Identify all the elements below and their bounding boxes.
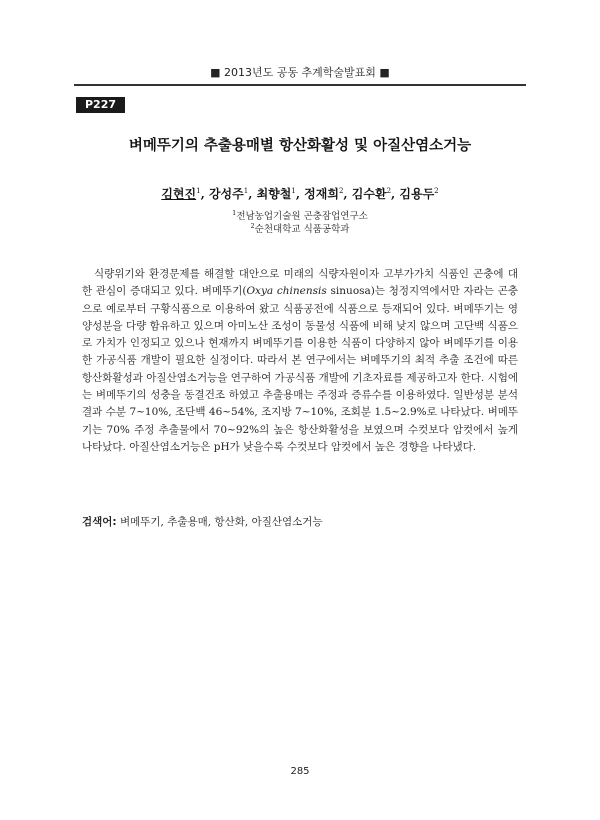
abstract <box>82 266 518 456</box>
author-name: 최향철 <box>256 187 292 201</box>
page-number: 285 <box>290 766 310 777</box>
author-affiliation-mark: 1 <box>291 187 296 195</box>
author-name: 김용두 <box>399 187 435 201</box>
affiliation-1 <box>0 208 600 222</box>
keywords <box>82 514 522 529</box>
affiliation-mark: 2 <box>250 221 255 230</box>
author-list: 김현진$^1$, 강성주$^1$, 최향철$^1$, 정재희$^2$, 김수환$^2$, 김용두$^2$ <box>161 187 439 201</box>
keywords-text: 벼메뚜기, 추출용매, 항산화, 아질산염소거능 <box>116 516 323 528</box>
abstract-paragraph <box>82 266 518 456</box>
author-affiliation-mark: 2 <box>434 187 439 195</box>
poster-id-badge: P227 <box>76 97 125 113</box>
author-affiliation-mark: 2 <box>386 187 392 195</box>
header-rule <box>74 84 526 86</box>
keywords-label: 검색어: <box>82 516 117 528</box>
paper-title: 벼메뚜기의 추출용매별 항산화활성 및 아질산염소거능 <box>128 138 472 154</box>
author-affiliation-mark: 1 <box>243 187 249 195</box>
author-name: 정재희 <box>304 187 339 201</box>
affiliation-2 <box>0 221 600 235</box>
author-affiliation-mark: 2 <box>338 187 344 195</box>
affiliation-mark: 1 <box>232 208 237 217</box>
affiliation-text: 전남농업기술원 곤충잠업연구소 <box>236 211 368 222</box>
author-name: 김수환 <box>351 187 387 201</box>
author-name: 강성주 <box>208 187 244 201</box>
affiliation-text: 순천대학교 식품공학과 <box>254 224 350 235</box>
abstract-text-part: 식량위기와 환경문제를 해결할 대안으로 미래의 식량자원이자 고부가가치 식품인 곤충에 대한 관심이 증대되고 있다. 벼메뚜기( <box>82 268 518 298</box>
author-name: 김현진 <box>161 187 197 201</box>
species-name: Oxya chinensis <box>246 285 327 298</box>
abstract-text-part: sinuosa)는 청정지역에서만 자라는 곤충으로 예로부터 구황식품으로 이용하여 왔고 식품공전에 식품으로 등재되어 있다. 벼메뚜기는 영양성분을 다량 함유하고 있으며 아미노산 조성이 동물성 식품에 비해 낮지 않으며 고단백 식품으로 가치가 인정되고 있으나 현재까지 벼메뚜기를 이용한 식품이 다양하지 않아 벼메뚜기를 이용한 가공식품 개발이 필요한 실정이다. 따라서 본 연구에서는 벼메뚜기의 최적 추출 조건에 따른 항산화활성과 아질산염소거능을 연구하여 가공식품 개발에 기초자료를 제공하고자 한다. 시험에는 벼메뚜기의 성충을 동결건조 하였고 추출용매는 주정과 증류수를 이용하였다. 일반성분 분석 결과 수분 7~10%, 조단백 46~54%, 조지방 7~10%, 조회분 1.5~2.9%로 나타났다. 벼메뚜기는 70% 주정 추출물에서 70~92%의 높은 항산화활성을 보였으며 수컷보다 암컷에서 높게 나타났다. 아질산염소거능은 pH가 낮을수록 수컷보다 암컷에서 높은 경향을 나타냈다. <box>82 285 518 453</box>
proceedings-header: ■ 2013년도 공동 추계학술발표회 ■ <box>210 66 390 79</box>
author-affiliation-mark: 1 <box>196 187 201 195</box>
